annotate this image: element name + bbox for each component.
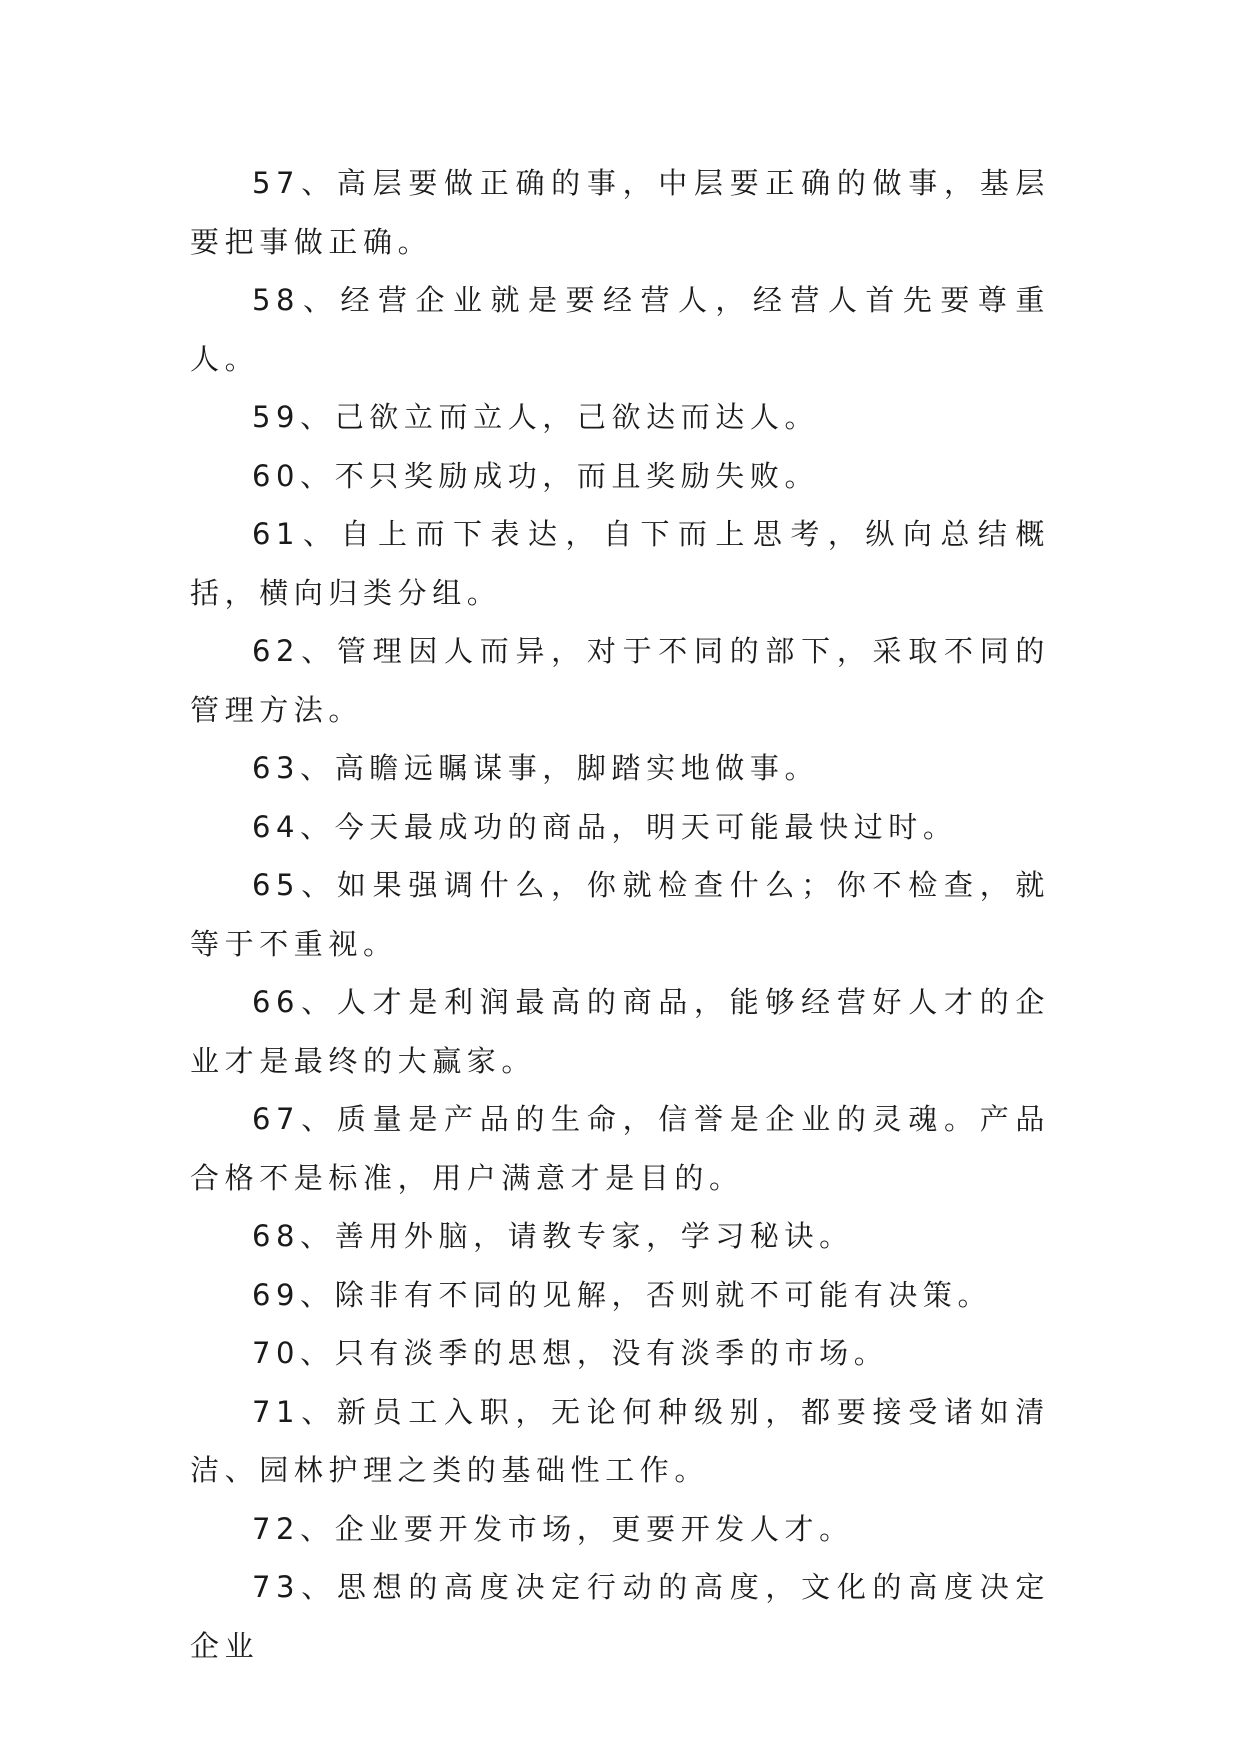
paragraph-61: 61、自上而下表达，自下而上思考，纵向总结概括，横向归类分组。 — [190, 517, 1050, 610]
paragraph-64: 64、今天最成功的商品，明天可能最快过时。 — [252, 809, 958, 844]
paragraph-73: 73、思想的高度决定行动的高度，文化的高度决定企业 — [190, 1570, 1050, 1663]
paragraph-59: 59、己欲立而立人，己欲达而达人。 — [252, 400, 820, 434]
paragraph-68: 68、善用外脑，请教专家，学习秘诀。 — [252, 1219, 854, 1253]
paragraph-72: 72、企业要开发市场，更要开发人才。 — [252, 1511, 854, 1546]
paragraph-60: 60、不只奖励成功，而且奖励失败。 — [252, 458, 820, 493]
paragraph-62: 62、管理因人而异，对于不同的部下，采取不同的管理方法。 — [190, 634, 1050, 727]
paragraph-71: 71、新员工入职，无论何种级别，都要接受诸如清洁、园林护理之类的基础性工作。 — [190, 1394, 1050, 1487]
paragraph-67: 67、质量是产品的生命，信誉是企业的灵魂。产品合格不是标准，用户满意才是目的。 — [190, 1102, 1050, 1195]
paragraph-63: 63、高瞻远瞩谋事，脚踏实地做事。 — [252, 751, 820, 785]
paragraph-66: 66、人才是利润最高的商品，能够经营好人才的企业才是最终的大赢家。 — [190, 985, 1050, 1078]
paragraph-69: 69、除非有不同的见解，否则就不可能有决策。 — [252, 1277, 993, 1312]
paragraph-57: 57、高层要做正确的事，中层要正确的做事，基层要把事做正确。 — [190, 166, 1050, 259]
paragraph-70: 70、只有淡季的思想，没有淡季的市场。 — [252, 1336, 889, 1370]
paragraph-65: 65、如果强调什么，你就检查什么；你不检查，就等于不重视。 — [190, 868, 1050, 961]
paragraph-58: 58、经营企业就是要经营人，经营人首先要尊重人。 — [190, 283, 1050, 376]
document-body — [190, 154, 1050, 1675]
